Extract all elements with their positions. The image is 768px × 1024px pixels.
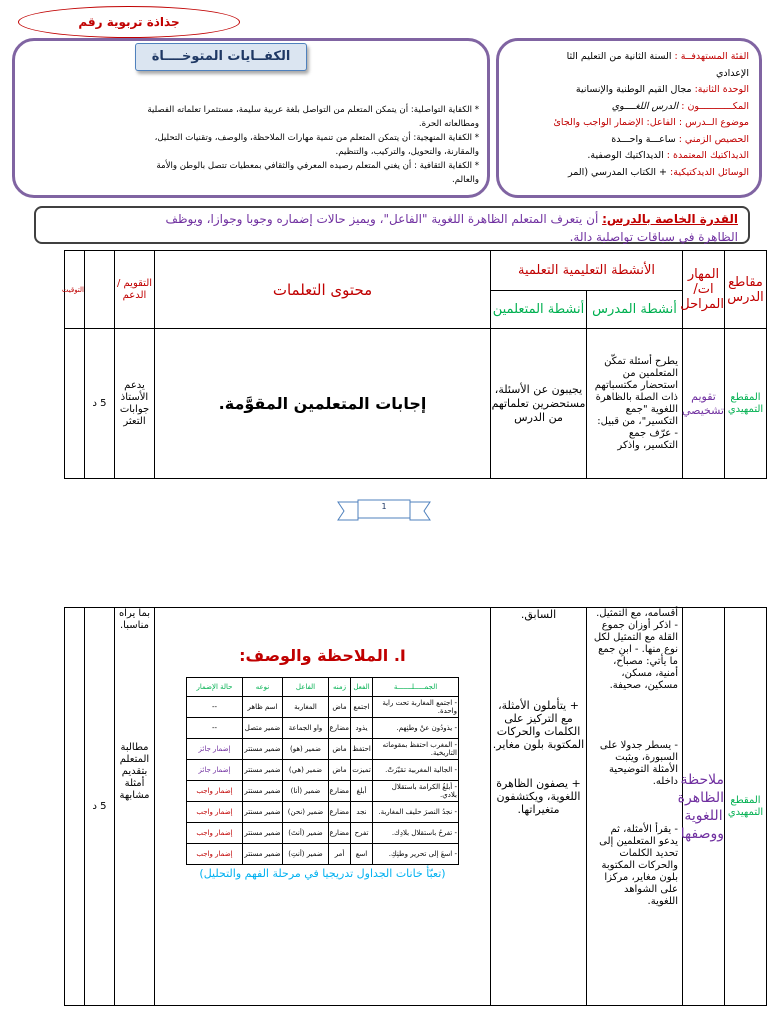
- row-time: 5 د: [85, 329, 115, 479]
- info-line: الوسائل الديدكتيكية: + الكتاب المدرسي (المر: [568, 166, 749, 178]
- header-activities: الأنشطة التعليمية التعلمية: [491, 251, 683, 291]
- competency-item: * الكفاية الثقافية : أن يغني المتعلم رصيده المعرفي والثقافي بمعطيات تتصل بالوطن والأمة: [156, 161, 479, 171]
- header-content: محتوى التعلمات: [155, 251, 491, 329]
- objective-text: أن يتعرف المتعلم الظاهرة اللغوية "الفاعل"، ويميز حالات إضماره وجوبا وجوازا، ويوظف: [165, 212, 603, 226]
- competencies-title: الكفــايات المتوخــــاة: [135, 43, 307, 71]
- header-teacher: أنشطة المدرس: [587, 291, 683, 329]
- lesson-table-continued: [64, 607, 767, 1006]
- competency-item: * الكفاية التواصلية: أن يتمكن المتعلم من التواصل بلغة عربية سليمة، مستثمرا تعلماته الفصلية: [147, 105, 479, 115]
- header-skills: المهار ات/ المراحل: [683, 251, 725, 329]
- header-blank: [85, 251, 115, 329]
- row-learner: يجيبون عن الأسئلة، مستحضرين تعلماتهم من الدرس: [491, 329, 587, 479]
- objective-text-2: الظاهرة في سياقات تواصلية دالة.: [569, 230, 738, 244]
- competencies-list: [9, 103, 479, 187]
- lesson-table: [61, 250, 767, 479]
- objective-box: [34, 206, 750, 244]
- row-time: 5 د: [85, 608, 115, 1006]
- content-note: (تعبّأ خانات الجداول تدريجيا في مرحلة الفهم والتحليل): [199, 867, 446, 880]
- row-teacher: يطرح أسئلة تمكّن المتعلمين من استحضار مكتسباتهم ذات الصلة بالظاهرة اللغوية "جمع التكسير"، من قبيل: - عرّف جمع التكسير، واذكر: [587, 329, 683, 479]
- info-line: الديداكتيك المعتمدة : الديداكتيك الوصفية.: [587, 150, 749, 161]
- info-box: [496, 38, 762, 198]
- table-row: - الجالية المغربية تمَيّزتْ. تميزت ماض ضمير (هي) ضمير مستتر إضمار جائز: [187, 760, 459, 781]
- info-line: الحصيص الزمني : ساعـــة واحـــدة: [611, 133, 749, 145]
- table-row: - أبلغُ الكرامة باستقلال بلادي. أبلغ مضارع ضمير (أنا) ضمير مستتر إضمار واجب: [187, 781, 459, 802]
- examples-table: [186, 677, 459, 865]
- row-teacher: أقسامه، مع التمثيل. - اذكر أوزان جموع القلة مع التمثيل لكل نوع منها. - ابنِ جمع ما يأتي: مصباح، أمنية، مسكن، مسكين، صحيفة. - يسطر جدولا على السبورة، ويثبت الأمثلة التوضيحية داخله. - يقرأ الأمثلة، ثم يدعو المتعلمين إلى تحديد الكلمات والحركات المكتوبة بلون مغاير، مركزا على الشواهد اللغوية.: [587, 608, 683, 1006]
- table-row: - تفرحُ باستقلال بلادِك. تفرح مضارع ضمير (أنتَ) ضمير مستتر إضمار واجب: [187, 823, 459, 844]
- content-heading: I. الملاحظة والوصف:: [239, 646, 406, 665]
- competency-item: ومطالعاته الحرة.: [418, 119, 479, 129]
- page-number: 1: [381, 502, 387, 511]
- table-row: - المغرب احتفظ بمقوماته التاريخية. احتفظ ماض ضمير (هو) ضمير مستتر إضمار جائز: [187, 739, 459, 760]
- header-evaluation: التقويم / الدعم: [115, 251, 155, 329]
- row-skill: ملاحظة الظاهرة اللغوية ووصفها: [683, 608, 725, 1006]
- competency-item: والعالم.: [452, 175, 479, 185]
- document-title: جذاذة تربوية رقم: [18, 6, 240, 38]
- row-section: المقطع التمهيدي: [725, 329, 767, 479]
- objective-label: القدرة الخاصة بالدرس:: [602, 212, 738, 226]
- info-line: الإعدادي: [715, 67, 749, 79]
- row-evaluation: يدعم الأستاذ جوابات التعثر: [115, 329, 155, 479]
- header-sections: مقاطع الدرس: [725, 251, 767, 329]
- info-line: موضوع الــدرس : الفاعل: الإضمار الواجب والجائ: [553, 117, 749, 128]
- row-section: المقطع التمهيدي: [725, 608, 767, 1006]
- examples-header-row: الجمـــــلـــــــة الفعل زمنه الفاعل نوعه حالة الإضمار: [187, 678, 459, 697]
- row-evaluation: بما يراه مناسبا. مطالبة المتعلم بتقديم أمثلة مشابهة: [115, 608, 155, 1006]
- table-row: - يذودُون عنْ وطنِهم. يذود مضارع واو الجماعة ضمير متصل --: [187, 718, 459, 739]
- info-line: الوحدة الثانية: مجال القيم الوطنية والإنسانية: [575, 84, 749, 95]
- table-row: - اسعَ إلى تحرير وطنِكِ. اسع أمر ضمير (أنتِ) ضمير مستتر إضمار واجب: [187, 844, 459, 865]
- header-learner: أنشطة المتعلمين: [491, 291, 587, 329]
- competencies-box: [12, 38, 490, 198]
- table-row: - اجتمع المغاربة تحت راية واحدة. اجتمع ماض المغاربة اسم ظاهر --: [187, 697, 459, 718]
- row-learner: السابق. + يتأملون الأمثلة، مع التركيز على الكلمات والحركات المكتوبة بلون مغاير. + يصفون الظاهرة اللغوية، ويكتشفون متغيراتها.: [491, 608, 587, 1006]
- row-content: إجابات المتعلمين المقوَّمة.: [155, 329, 491, 479]
- competency-item: والمقارنة، والتحويل، والتركيب، والتنظيم.: [335, 147, 479, 157]
- info-line: الفئة المستهدفــة : السنة الثانية من التعليم الثا: [566, 51, 749, 62]
- info-line: المكــــــــــــون : الدرس اللغــــوي: [611, 100, 749, 112]
- row-skill: تقويم تشخيصي: [683, 329, 725, 479]
- header-time: التوقيت: [65, 251, 85, 329]
- row-content: [155, 608, 491, 1006]
- competency-item: * الكفاية المنهجية: أن يتمكن المتعلم من تنمية مهارات الملاحظة، والوصف، وتقنيات التحليل،: [154, 133, 479, 143]
- table-row: - نجدُ النصرَ حليف المغاربة. نجد مضارع ضمير (نحن) ضمير مستتر إضمار واجب: [187, 802, 459, 823]
